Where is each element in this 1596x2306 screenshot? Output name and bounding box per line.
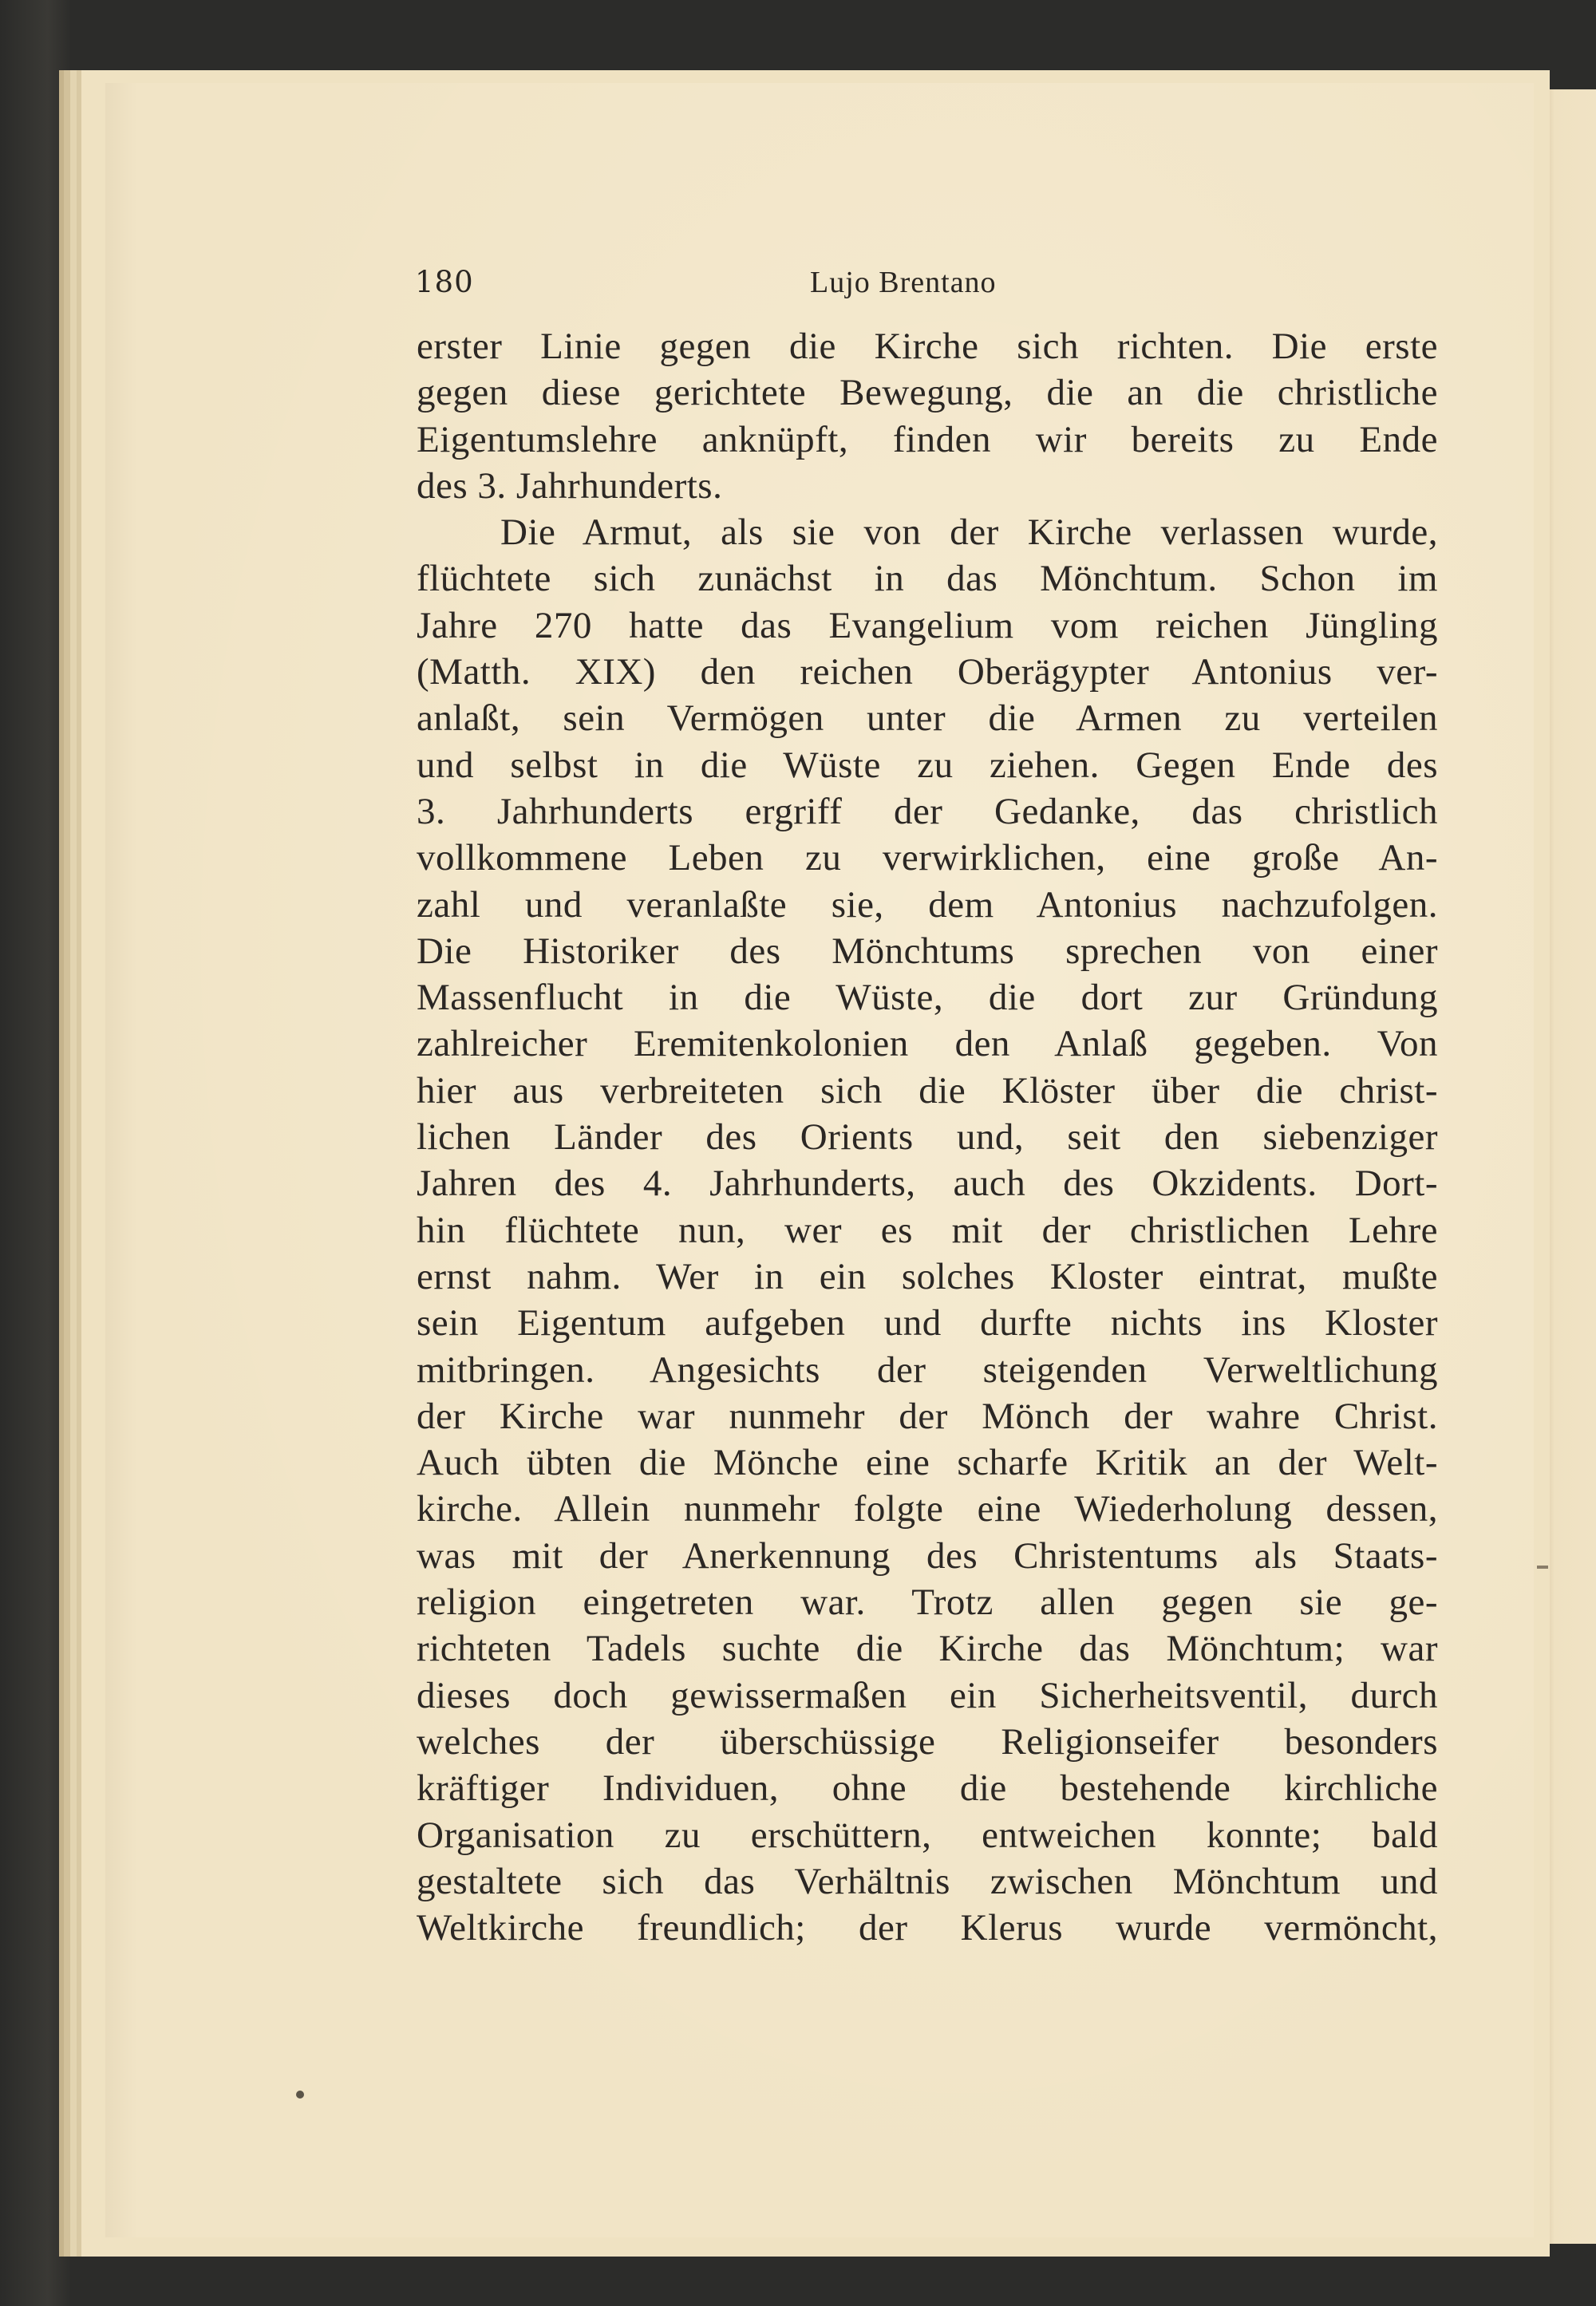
text-line: was mit der Anerkennung des Christentums als Staats- (417, 1534, 1438, 1577)
text-line: erster Linie gegen die Kirche sich richten. Die erste (417, 326, 1438, 367)
text-line: kräftiger Individuen, ohne die bestehende kirchliche (417, 1767, 1438, 1810)
page-number: 180 (415, 265, 474, 299)
text-line: Die Historiker des Mönchtums sprechen von einer (417, 930, 1438, 972)
text-line: Auch übten die Mönche eine scharfe Kritik an der Welt- (417, 1442, 1438, 1484)
text-line: dieses doch gewissermaßen ein Sicherheitsventil, durch (417, 1674, 1438, 1716)
page-header (415, 262, 1436, 310)
text-line: richteten Tadels suchte die Kirche das Mönchtum; war (417, 1628, 1438, 1670)
text-line: Die Armut, als sie von der Kirche verlassen wurde, (500, 511, 1438, 554)
text-line: Jahre 270 hatte das Evangelium vom reichen Jüngling (417, 604, 1438, 646)
text-line: 3. Jahrhunderts ergriff der Gedanke, das christlich (417, 790, 1438, 832)
text-line: und selbst in die Wüste zu ziehen. Gegen Ende des (417, 744, 1438, 786)
margin-tick (1537, 1566, 1548, 1569)
text-line: ernst nahm. Wer in ein solches Kloster eintrat, mußte (417, 1255, 1438, 1297)
text-line: (Matth. XIX) den reichen Oberägypter Antonius ver- (417, 651, 1438, 693)
text-line: hier aus verbreiteten sich die Klöster über die christ- (417, 1069, 1438, 1112)
text-line: lichen Länder des Orients und, seit den siebenziger (417, 1116, 1438, 1159)
text-line: kirche. Allein nunmehr folgte eine Wiederholung dessen, (417, 1488, 1438, 1530)
body-text (417, 323, 1438, 1951)
text-line: Organisation zu erschüttern, entweichen konnte; bald (417, 1814, 1438, 1856)
text-line: Massenflucht in die Wüste, die dort zur Gründung (417, 977, 1438, 1019)
text-line: anlaßt, sein Vermögen unter die Armen zu verteilen (417, 697, 1438, 740)
text-line: zahl und veranlaßte sie, dem Antonius nachzufolgen. (417, 883, 1438, 926)
text-line: der Kirche war nunmehr der Mönch der wahre Christ. (417, 1395, 1438, 1437)
text-line: welches der überschüssige Religionseifer besonders (417, 1720, 1438, 1763)
text-line: gestaltete sich das Verhältnis zwischen Mönchtum und (417, 1860, 1438, 1902)
text-line: Jahren des 4. Jahrhunderts, auch des Okzidents. Dort- (417, 1163, 1438, 1205)
text-line: sein Eigentum aufgeben und durfte nichts ins Kloster (417, 1302, 1438, 1345)
text-line: vollkommene Leben zu verwirklichen, eine große An- (417, 837, 1438, 879)
text-line: des 3. Jahrhunderts. (417, 464, 723, 507)
margin-mark (296, 2091, 304, 2099)
running-head: Lujo Brentano (810, 266, 997, 299)
text-line: Weltkirche freundlich; der Klerus wurde vermöncht, (417, 1907, 1438, 1949)
text-line: religion eingetreten war. Trotz allen gegen sie ge- (417, 1581, 1438, 1624)
text-line: flüchtete sich zunächst in das Mönchtum. Schon im (417, 558, 1438, 600)
text-line: gegen diese gerichtete Bewegung, die an die christliche (417, 372, 1438, 414)
text-line: Eigentumslehre anknüpft, finden wir bereits zu Ende (417, 418, 1438, 460)
text-line: mitbringen. Angesichts der steigenden Verweltlichung (417, 1348, 1438, 1391)
text-line: zahlreicher Eremitenkolonien den Anlaß gegeben. Von (417, 1023, 1438, 1065)
text-line: hin flüchtete nun, wer es mit der christlichen Lehre (417, 1209, 1438, 1251)
